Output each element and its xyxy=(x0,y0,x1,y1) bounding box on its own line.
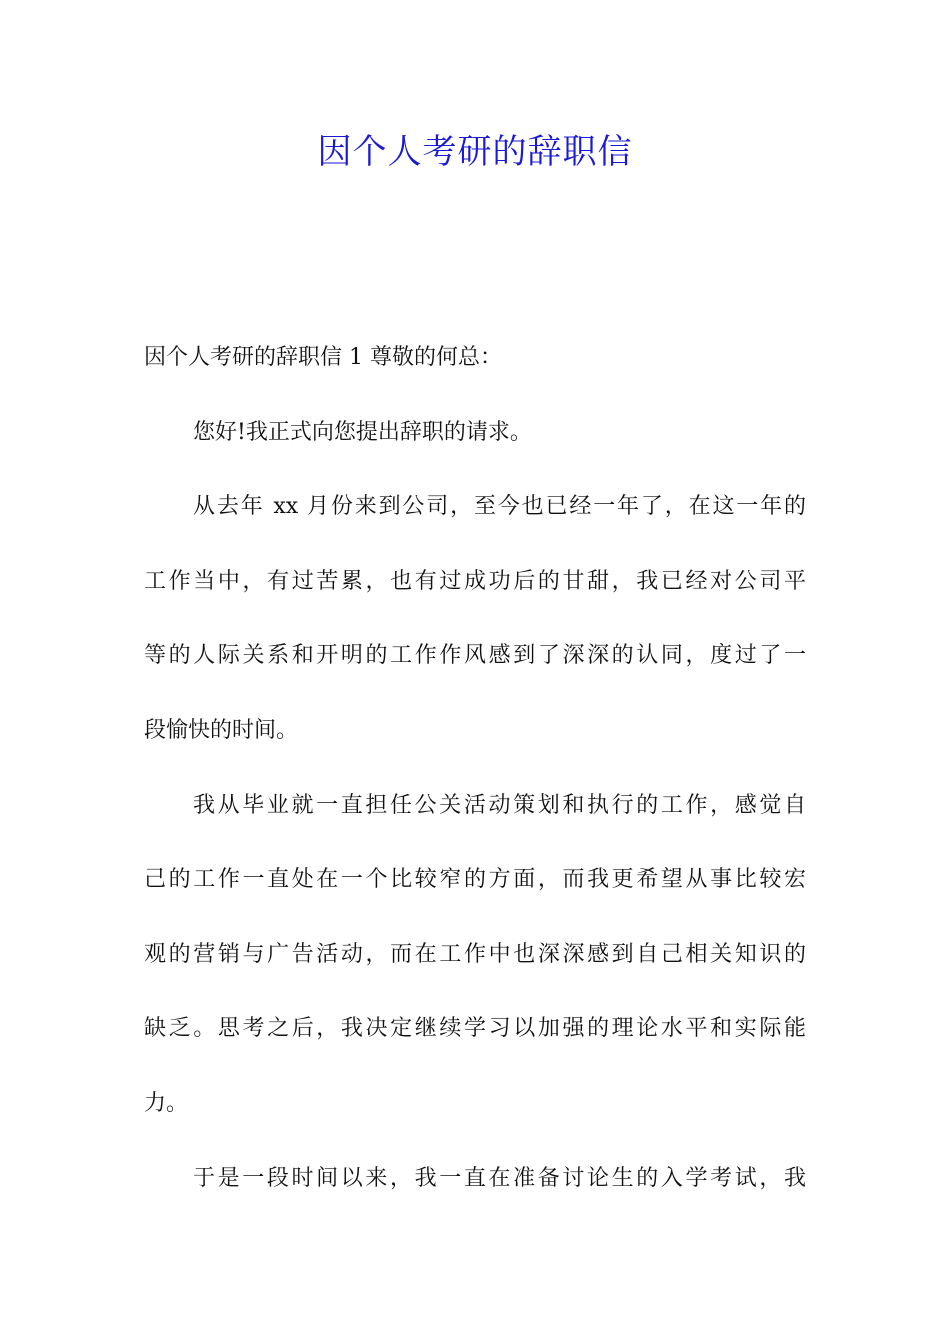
body-line: 工作当中，有过苦累，也有过成功后的甘甜，我已经对公司平 xyxy=(144,569,806,594)
document-title: 因个人考研的辞职信 xyxy=(317,132,633,172)
salutation-line: 因个人考研的辞职信 1 尊敬的何总： xyxy=(144,345,502,370)
body-line: 我从毕业就一直担任公关活动策划和执行的工作，感觉自 xyxy=(193,793,806,818)
body-line: 力。 xyxy=(144,1091,189,1116)
body-line: 缺乏。思考之后，我决定继续学习以加强的理论水平和实际能 xyxy=(144,1016,806,1041)
body-line: 己的工作一直处在一个比较窄的方面，而我更希望从事比较宏 xyxy=(144,867,806,892)
body-line: 从去年 xx 月份来到公司，至今也已经一年了，在这一年的 xyxy=(193,494,806,519)
body-line: 段愉快的时间。 xyxy=(144,718,299,743)
body-line: 观的营销与广告活动，而在工作中也深深感到自己相关知识的 xyxy=(144,942,806,967)
body-line: 您好!我正式向您提出辞职的请求。 xyxy=(193,420,532,445)
body-line: 等的人际关系和开明的工作作风感到了深深的认同，度过了一 xyxy=(144,643,806,668)
body-line: 于是一段时间以来，我一直在准备讨论生的入学考试，我 xyxy=(193,1166,806,1191)
